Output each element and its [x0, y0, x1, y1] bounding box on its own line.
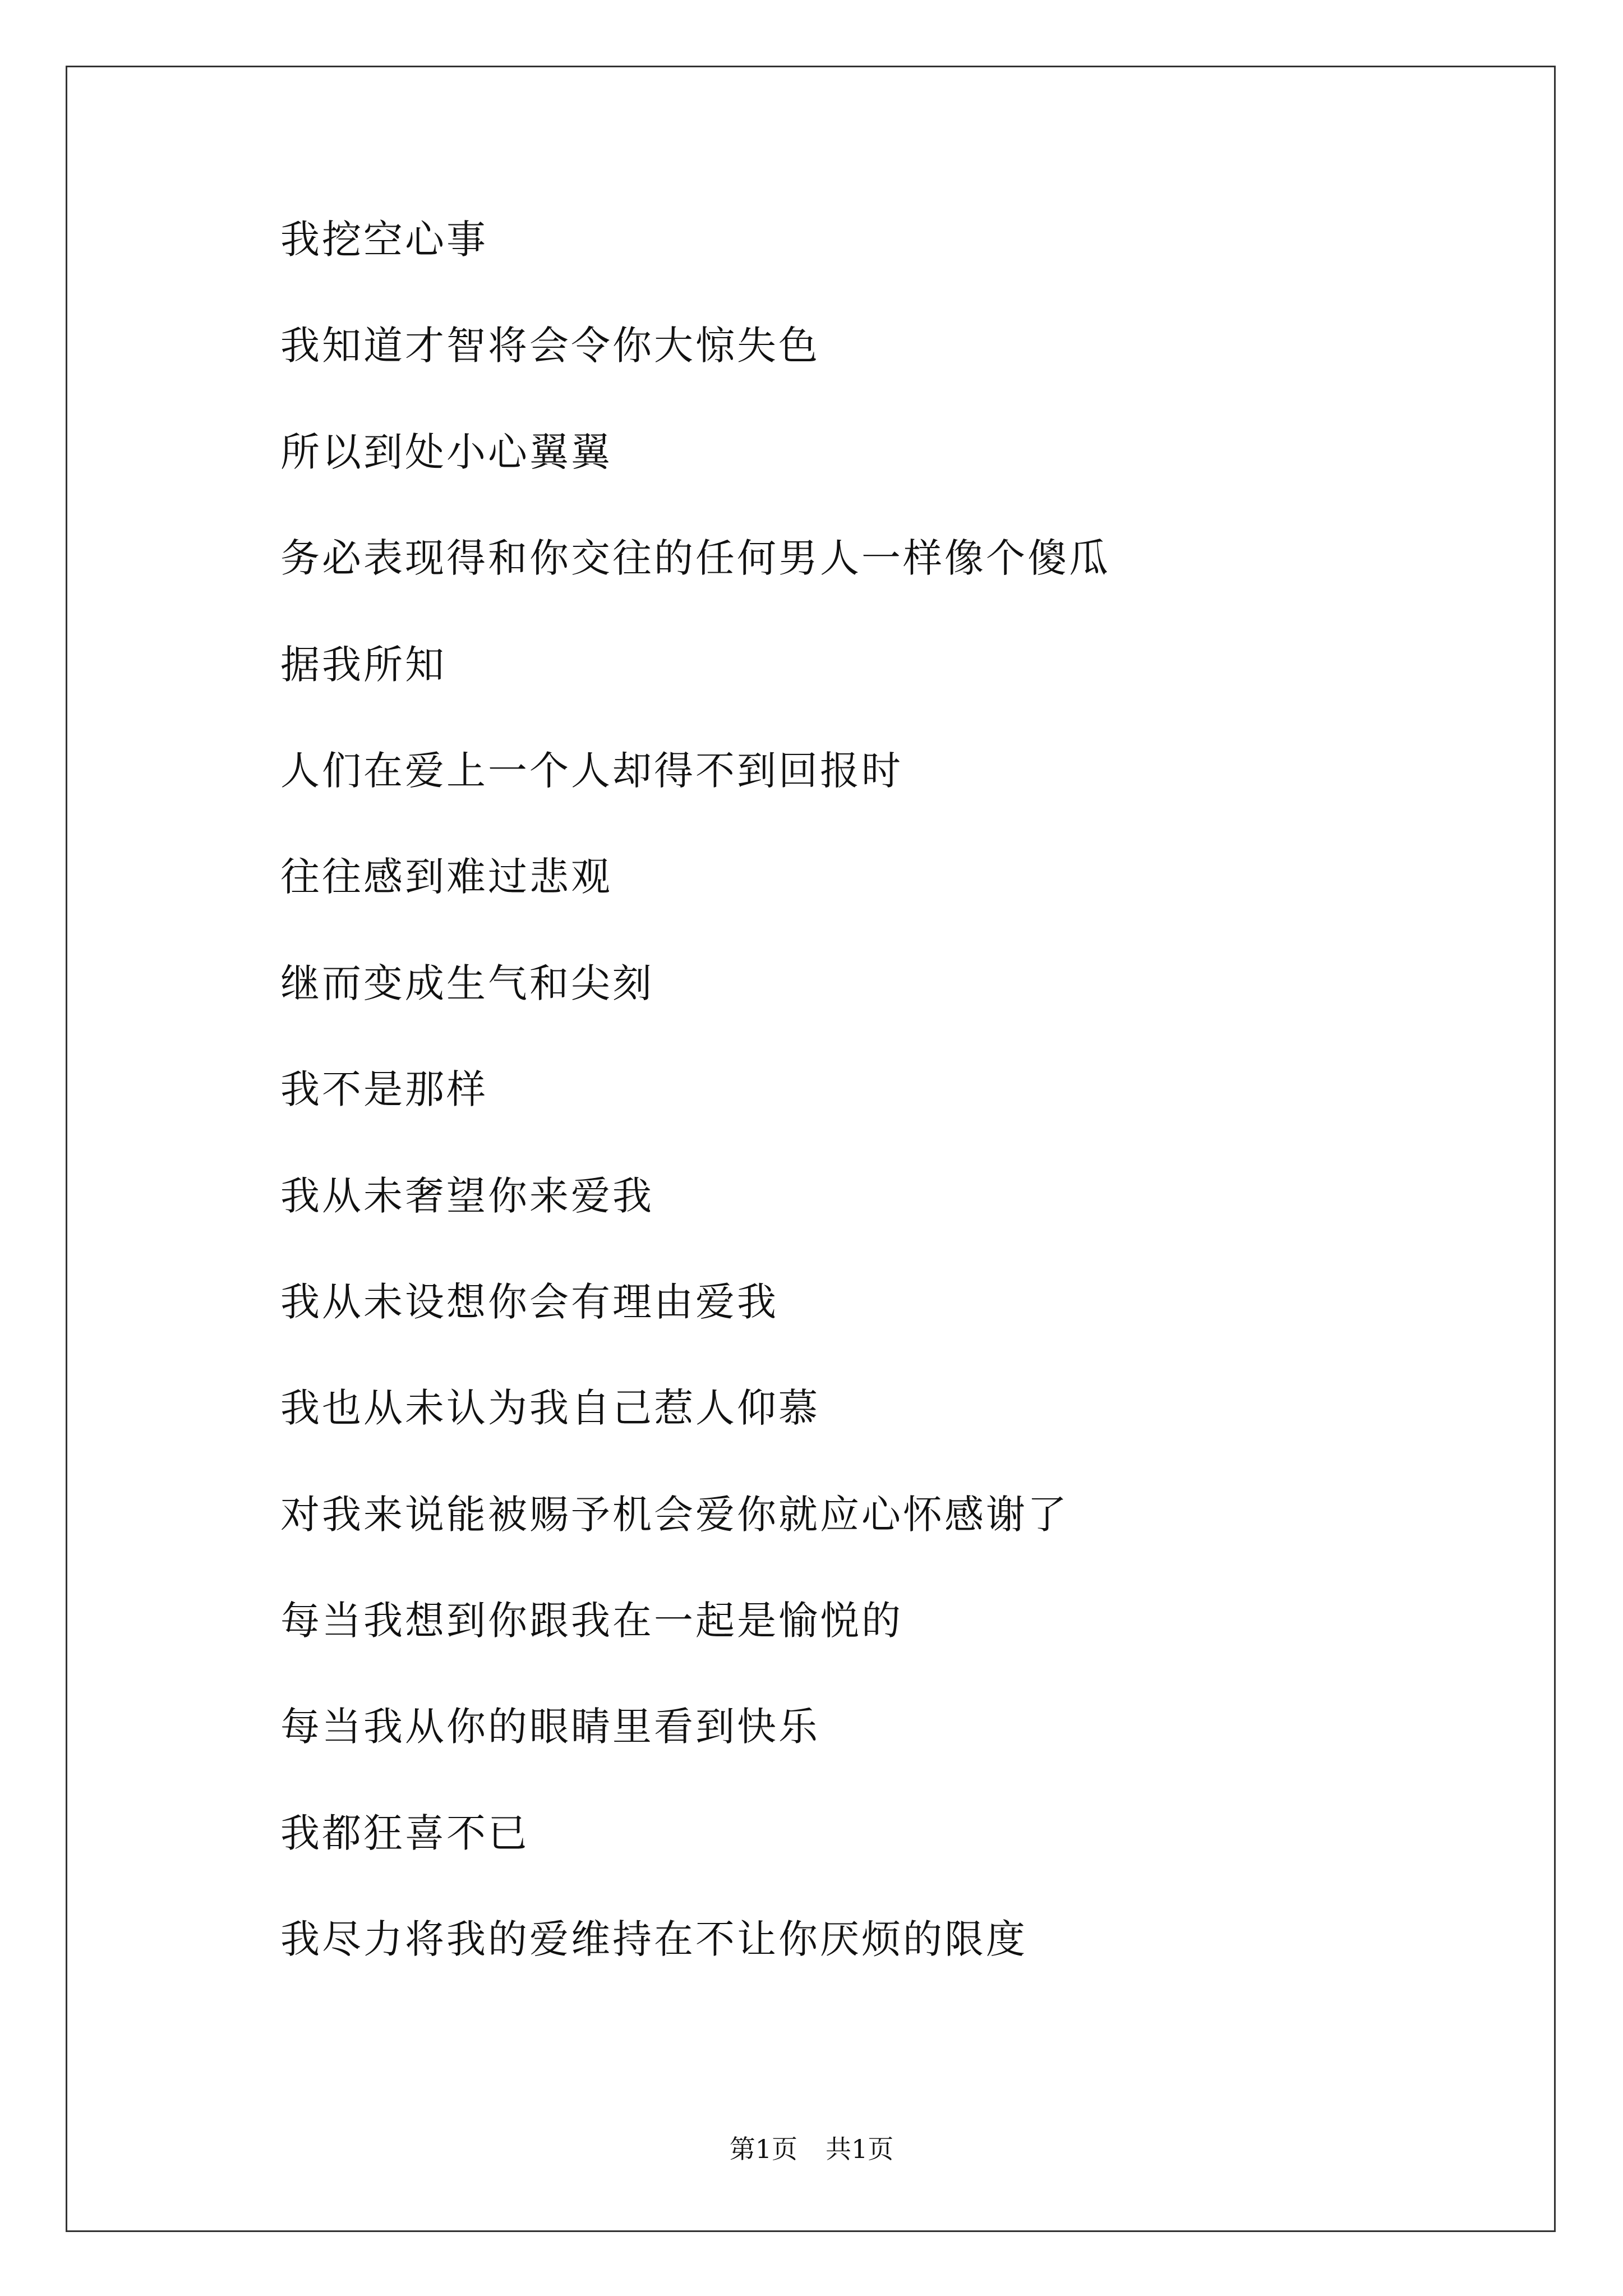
text-line: 所以到处小心翼翼	[280, 429, 612, 475]
text-line: 每当我想到你跟我在一起是愉悦的	[280, 1598, 903, 1644]
text-line: 我知道才智将会令你大惊失色	[280, 323, 820, 369]
text-line: 我尽力将我的爱维持在不让你厌烦的限度	[280, 1916, 1027, 1963]
text-line: 务必表现得和你交往的任何男人一样像个傻瓜	[280, 535, 1110, 582]
page-footer	[0, 2135, 1623, 2163]
text-line: 据我所知	[280, 641, 446, 688]
text-line: 每当我从你的眼睛里看到快乐	[280, 1704, 820, 1750]
text-line: 往往感到难过悲观	[280, 854, 612, 900]
document-body	[280, 217, 1514, 2026]
page-number-current: 第1页	[729, 2134, 797, 2164]
text-line: 对我来说能被赐予机会爱你就应心怀感谢了	[280, 1491, 1069, 1538]
text-line: 我从未奢望你来爱我	[280, 1172, 654, 1219]
text-line: 我挖空心事	[280, 217, 488, 263]
text-line: 继而变成生气和尖刻	[280, 960, 654, 1006]
text-line: 我从未设想你会有理由爱我	[280, 1278, 778, 1325]
page-number-total: 共1页	[826, 2134, 894, 2164]
text-line: 我都狂喜不已	[280, 1810, 529, 1856]
text-line: 人们在爱上一个人却得不到回报时	[280, 747, 903, 794]
text-line: 我不是那样	[280, 1066, 488, 1113]
text-line: 我也从未认为我自己惹人仰慕	[280, 1385, 820, 1432]
